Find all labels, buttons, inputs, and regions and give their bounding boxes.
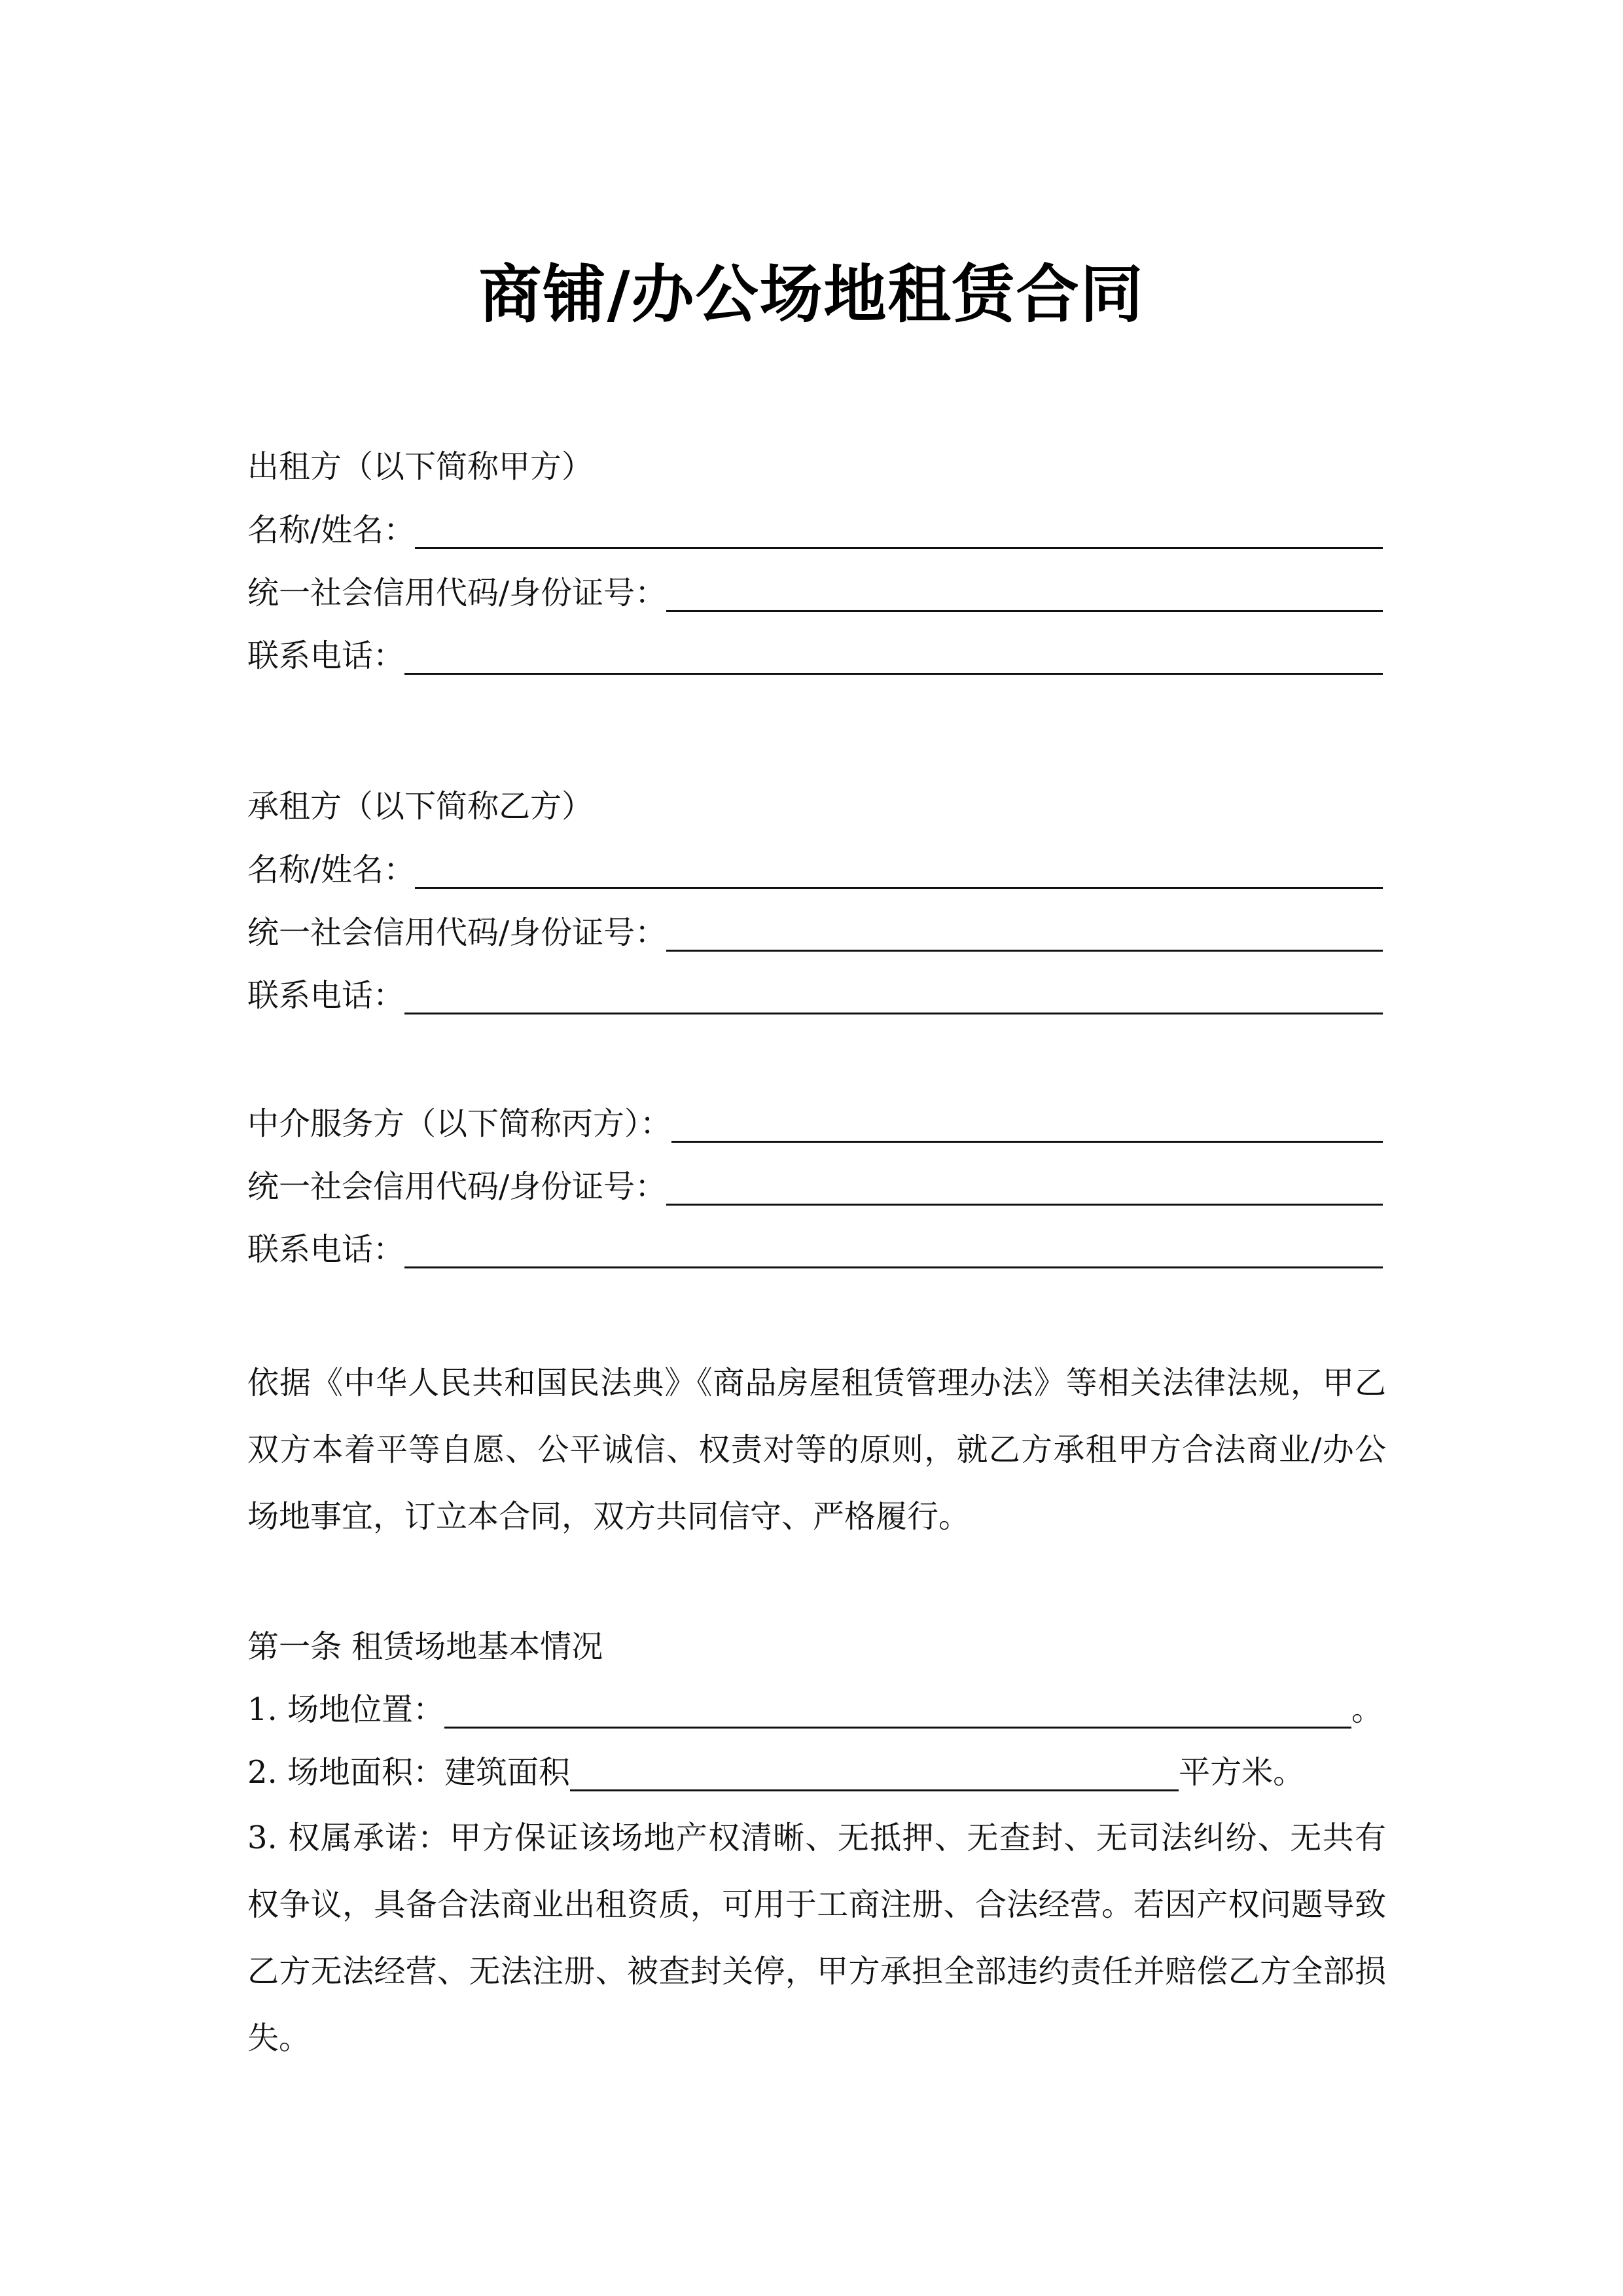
party-a-name-row	[247, 507, 1383, 553]
party-c-name-field[interactable]	[671, 1104, 1383, 1143]
site-location-label: 1. 场地位置：	[247, 1691, 445, 1728]
party-b-name-label: 名称/姓名：	[247, 852, 416, 888]
party-b-phone-row	[247, 973, 1383, 1018]
party-a-phone-field[interactable]	[404, 636, 1383, 675]
party-a-id-field[interactable]	[666, 573, 1383, 612]
party-c-id-field[interactable]	[666, 1167, 1383, 1206]
party-a-phone-label: 联系电话：	[247, 637, 405, 674]
party-c-phone-row	[247, 1227, 1383, 1272]
preamble-paragraph: 依据《中华人民共和国民法典》《商品房屋租赁管理办法》等相关法律法规，甲乙双方本着平等自愿、公平诚信、权责对等的原则，就乙方承租甲方合法商业/办公场地事宜，订立本合同，双方共同信守、严格履行。	[247, 1365, 1386, 1535]
party-b-name-row	[247, 847, 1383, 893]
party-a-name-field[interactable]	[415, 511, 1383, 549]
party-c-heading-label: 中介服务方（以下简称丙方）：	[247, 1105, 672, 1142]
article-1-heading: 第一条 租赁场地基本情况	[247, 1628, 603, 1665]
party-c-phone-field[interactable]	[404, 1230, 1383, 1268]
party-a-name-label: 名称/姓名：	[247, 512, 416, 548]
article-1-item-3: 3. 权属承诺：甲方保证该场地产权清晰、无抵押、无查封、无司法纠纷、无共有权争议，具备合法商业出租资质，可用于工商注册、合法经营。若因产权问题导致乙方无法经营、无法注册、被查封关停，甲方承担全部违约责任并赔偿乙方全部损失。	[247, 1820, 1386, 2056]
party-a-heading: 出租方（以下简称甲方）	[247, 448, 594, 485]
document-title: 商铺/办公场地租赁合同	[478, 258, 1145, 331]
party-c-id-row	[247, 1164, 1383, 1210]
party-b-phone-label: 联系电话：	[247, 977, 405, 1014]
party-a-id-row	[247, 570, 1383, 616]
party-a-phone-row	[247, 633, 1383, 679]
party-b-id-row	[247, 910, 1383, 956]
party-b-id-field[interactable]	[666, 913, 1383, 952]
party-b-phone-field[interactable]	[404, 976, 1383, 1014]
party-b-id-label: 统一社会信用代码/身份证号：	[247, 914, 667, 951]
party-c-id-label: 统一社会信用代码/身份证号：	[247, 1168, 667, 1205]
site-location-end: 。	[1351, 1691, 1383, 1728]
party-b-name-field[interactable]	[415, 850, 1383, 889]
party-c-phone-label: 联系电话：	[247, 1231, 405, 1268]
site-area-unit: 平方米。	[1179, 1754, 1305, 1791]
party-c-heading-row	[247, 1101, 1383, 1147]
party-b-heading: 承租方（以下简称乙方）	[247, 788, 594, 825]
article-1-item-2	[247, 1749, 1383, 1795]
article-1-item-1	[247, 1687, 1383, 1732]
site-location-field[interactable]	[444, 1690, 1351, 1729]
site-area-label: 2. 场地面积：建筑面积	[247, 1754, 571, 1791]
site-area-field[interactable]	[570, 1753, 1179, 1791]
party-a-id-label: 统一社会信用代码/身份证号：	[247, 575, 667, 611]
